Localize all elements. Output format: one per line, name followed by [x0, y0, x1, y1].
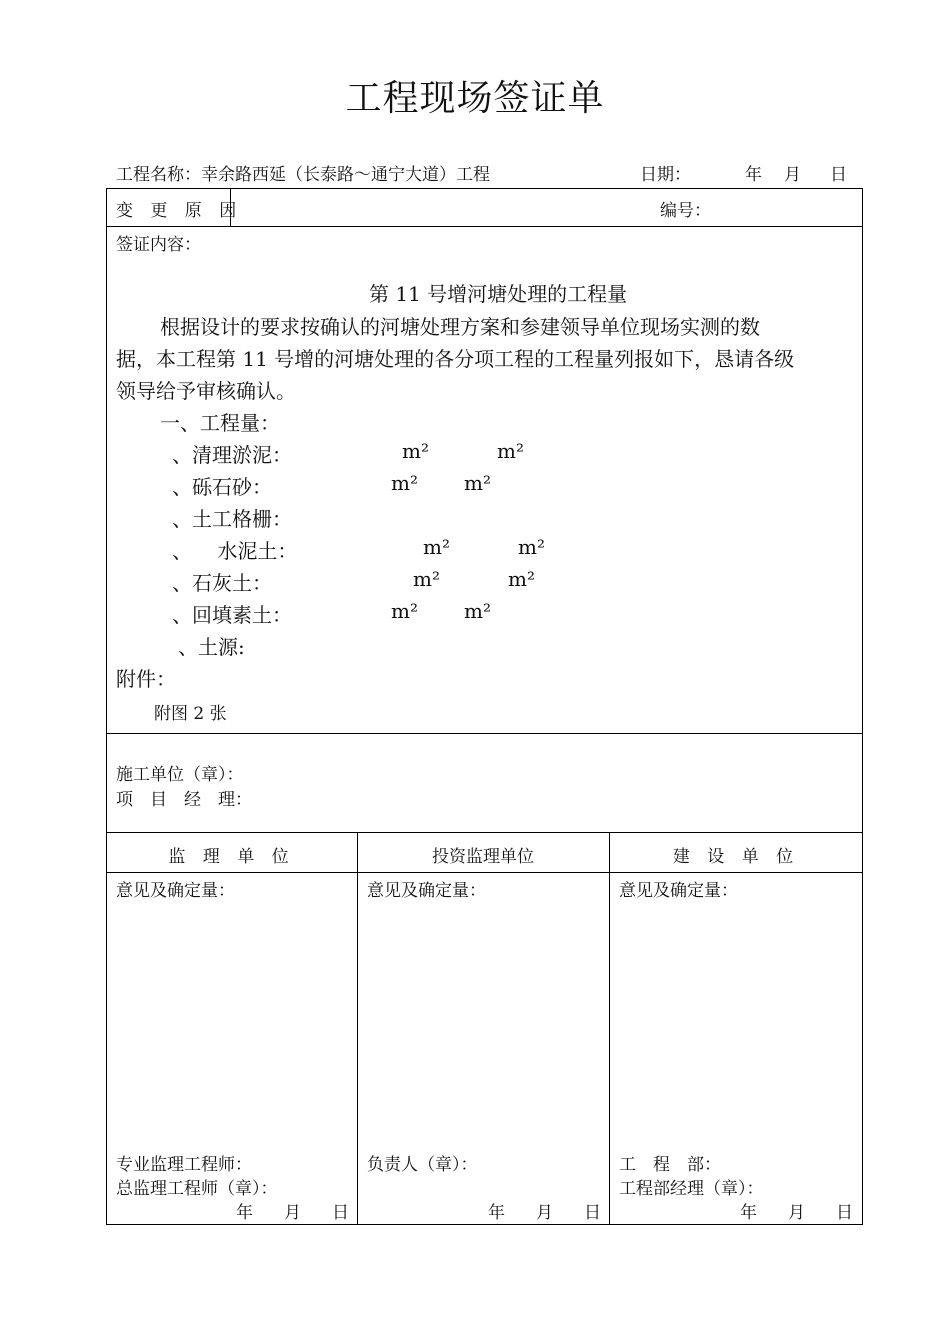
col3-date-day: 日	[836, 1203, 853, 1223]
attachment-value: 附图 2 张	[154, 704, 227, 724]
page-title: 工程现场签证单	[345, 78, 605, 119]
section-title: 一、工程量：	[160, 411, 280, 435]
row-divider-3	[106, 832, 863, 833]
column-divider-2	[609, 832, 610, 1225]
column-divider-1	[357, 832, 358, 1225]
row-divider-1	[106, 226, 863, 227]
item-label: 、石灰土：	[172, 571, 272, 595]
col1-date-day: 日	[332, 1203, 349, 1223]
date-year: 年	[745, 165, 762, 185]
item-label: 、 水泥土：	[172, 539, 298, 563]
content-heading: 第 11 号增河塘处理的工程量	[369, 282, 628, 306]
item-unit: m²	[518, 535, 545, 559]
investment-supervision-header: 投资监理单位	[432, 847, 534, 867]
item-unit: m²	[402, 439, 429, 463]
item-unit: m²	[508, 567, 535, 591]
item-unit: m²	[391, 599, 418, 623]
paragraph-line: 领导给予审核确认。	[116, 379, 296, 403]
date-month: 月	[784, 165, 801, 185]
opinion-label: 意见及确定量：	[367, 881, 486, 901]
item-label: 、土源:	[178, 635, 245, 659]
content-label: 签证内容：	[116, 235, 201, 255]
contractor-label: 施工单位（章）：	[116, 765, 244, 785]
col3-date-year: 年	[740, 1203, 757, 1223]
col2-date-day: 日	[584, 1203, 601, 1223]
col1-date-year: 年	[236, 1203, 253, 1223]
signature-label: 负责人（章）：	[367, 1155, 478, 1175]
paragraph-line: 根据设计的要求按确认的河塘处理方案和参建领导单位现场实测的数	[160, 315, 760, 339]
supervision-unit-header: 监 理 单 位	[168, 847, 295, 867]
project-name: 工程名称：幸余路西延（长泰路～通宁大道）工程	[116, 165, 490, 185]
col2-date-year: 年	[488, 1203, 505, 1223]
item-label: 、清理淤泥：	[172, 443, 292, 467]
col3-date-month: 月	[788, 1203, 805, 1223]
reason-label: 变 更 原 因	[116, 201, 243, 221]
item-unit: m²	[391, 471, 418, 495]
date-label: 日期：	[640, 165, 691, 185]
item-label: 、砾石砂：	[172, 475, 272, 499]
number-label: 编号：	[660, 201, 711, 221]
col2-date-month: 月	[536, 1203, 553, 1223]
item-unit: m²	[464, 471, 491, 495]
item-unit: m²	[423, 535, 450, 559]
signature-label: 工程部经理（章）：	[619, 1179, 764, 1199]
date-day: 日	[830, 165, 847, 185]
row-divider-2	[106, 733, 863, 734]
construction-unit-header: 建 设 单 位	[672, 847, 800, 867]
col1-date-month: 月	[284, 1203, 301, 1223]
item-unit: m²	[413, 567, 440, 591]
item-unit: m²	[464, 599, 491, 623]
attachment-label: 附件：	[116, 667, 176, 691]
signature-label: 总监理工程师（章）：	[116, 1179, 278, 1199]
project-manager-label: 项 目 经 理：	[116, 790, 252, 810]
item-label: 、土工格栅：	[172, 507, 292, 531]
paragraph-line: 据，本工程第 11 号增的河塘处理的各分项工程的工程量列报如下，恳请各级	[116, 347, 795, 371]
item-unit: m²	[497, 439, 524, 463]
opinion-label: 意见及确定量：	[116, 881, 235, 901]
opinion-label: 意见及确定量：	[619, 881, 738, 901]
signature-label: 专业监理工程师：	[116, 1155, 252, 1175]
signature-label: 工 程 部：	[619, 1155, 721, 1175]
item-label: 、回填素土：	[172, 603, 292, 627]
row-divider-4	[106, 872, 863, 873]
